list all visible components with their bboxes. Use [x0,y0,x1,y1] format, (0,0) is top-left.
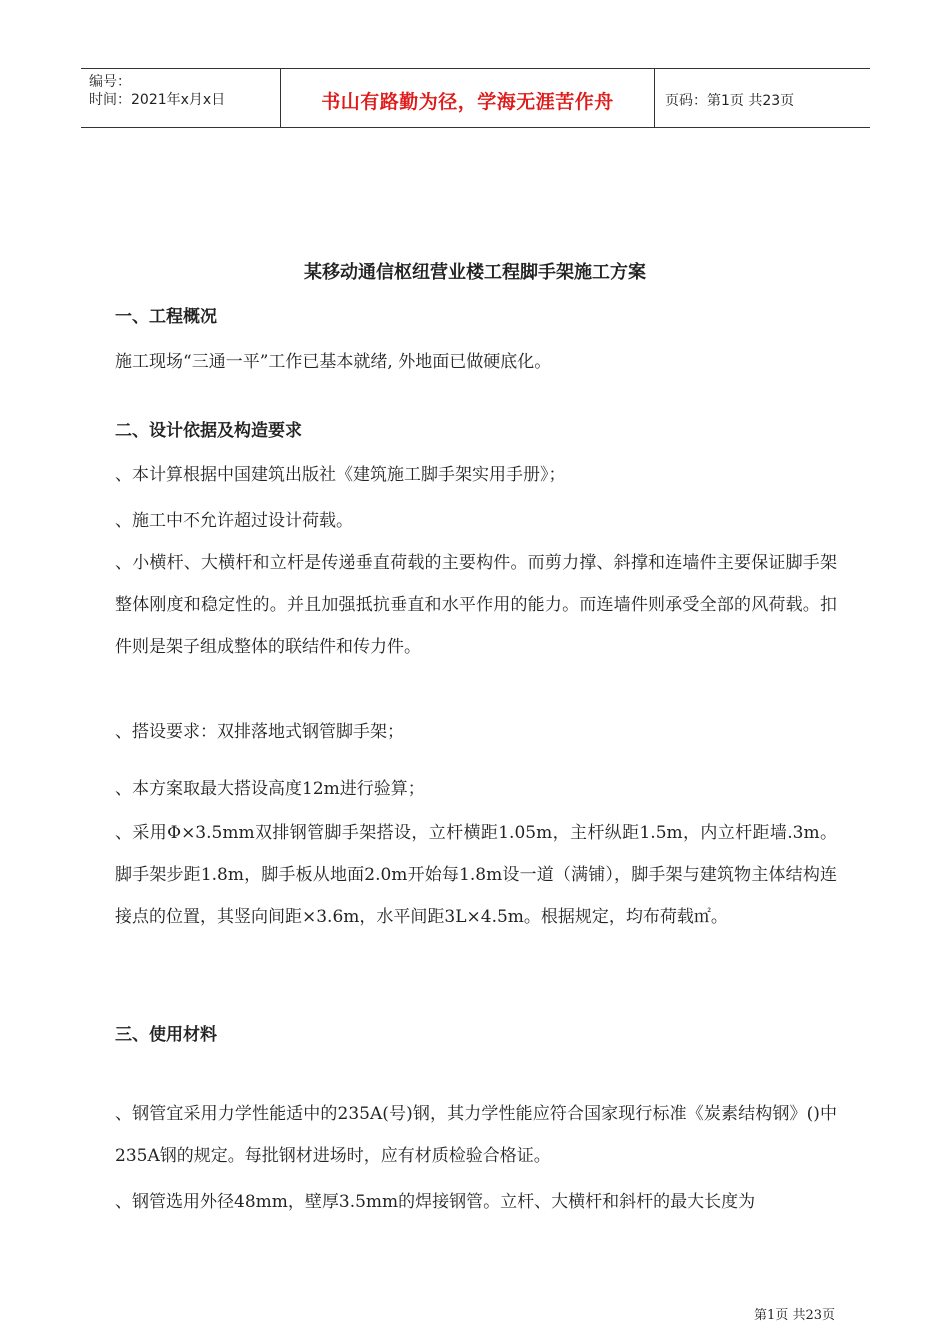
paragraph: 、本方案取最大搭设高度12m进行验算； [115,779,425,799]
header-meta-cell [81,69,281,127]
paragraph: 、钢管宜采用力学性能适中的235A(号)钢，其力学性能应符合国家现行标准《炭素结构钢》()中235A钢的规定。每批钢材进场时，应有材质检验合格证。 [115,1104,837,1166]
header-motto-cell [281,69,655,127]
document-time-label: 时间：2021年x月x日 [89,92,226,108]
section-heading-1: 一、工程概况 [115,307,217,327]
document-number-label: 编号： [89,74,131,90]
paragraph: 、钢管选用外径48mm，壁厚3.5mm的焊接钢管。立杆、大横杆和斜杆的最大长度为 [115,1192,756,1212]
document-title: 某移动通信枢纽营业楼工程脚手架施工方案 [304,262,646,283]
section-heading-3: 三、使用材料 [115,1025,217,1045]
header-motto: 书山有路勤为径，学海无涯苦作舟 [321,91,614,113]
header-page-info: 页码：第1页 共23页 [665,93,795,109]
paragraph: 、施工中不允许超过设计荷载。 [115,511,353,531]
paragraph: 、本计算根据中国建筑出版社《建筑施工脚手架实用手册》； [115,465,566,485]
paragraph: 、搭设要求：双排落地式钢管脚手架； [115,722,404,742]
paragraph: 施工现场“三通一平”工作已基本就绪, 外地面已做硬底化。 [115,352,552,372]
paragraph: 、小横杆、大横杆和立杆是传递垂直荷载的主要构件。而剪力撑、斜撑和连墙件主要保证脚手架整体刚度和稳定性的。并且加强抵抗垂直和水平作用的能力。而连墙件则承受全部的风荷载。扣件则是架子组成整体的联结件和传力件。 [115,553,837,657]
header-page-cell [655,69,870,127]
page-footer: 第1页 共23页 [754,1308,835,1323]
section-heading-2: 二、设计依据及构造要求 [115,421,302,441]
page-header [81,68,870,128]
paragraph: 、采用Φ×3.5mm双排钢管脚手架搭设，立杆横距1.05m，主杆纵距1.5m，内立杆距墙.3m。脚手架步距1.8m，脚手板从地面2.0m开始每1.8m设一道（满铺），脚手架与建筑物主体结构连接点的位置，其竖向间距×3.6m，水平间距3L×4.5m。根据规定，均布荷载㎡。 [115,823,837,927]
